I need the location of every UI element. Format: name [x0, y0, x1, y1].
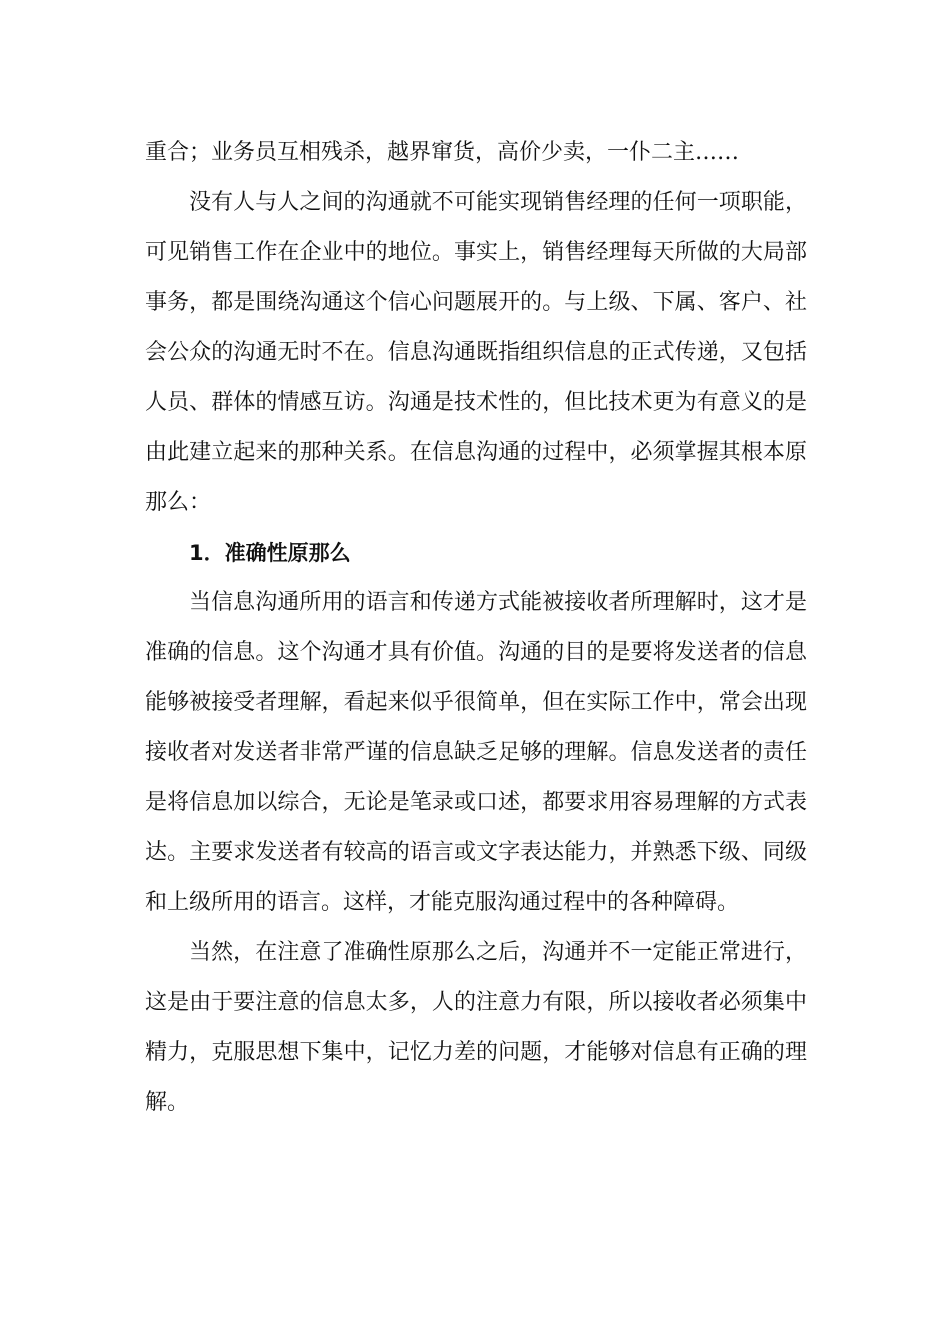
paragraph-attention-note: 当然，在注意了准确性原那么之后，沟通并不一定能正常进行，这是由于要注意的信息太多，人的注意力有限，所以接收者必须集中精力，克服思想下集中，记忆力差的问题，才能够对信息有正确的理解。	[145, 940, 807, 1115]
section-heading-accuracy-principle: 1．准确性原那么	[189, 541, 351, 565]
paragraph-accuracy-explanation: 当信息沟通所用的语言和传递方式能被接收者所理解时，这才是准确的信息。这个沟通才具有价值。沟通的目的是要将发送者的信息能够被接受者理解，看起来似乎很简单，但在实际工作中，常会出现接收者对发送者非常严谨的信息缺乏足够的理解。信息发送者的责任是将信息加以综合，无论是笔录或口述，都要求用容易理解的方式表达。主要求发送者有较高的语言或文字表达能力，并熟悉下级、同级和上级所用的语言。这样，才能克服沟通过程中的各种障碍。	[145, 590, 807, 915]
document-body	[145, 128, 807, 1128]
paragraph-continuation: 重合；业务员互相残杀，越界窜货，高价少卖，一仆二主……	[145, 140, 740, 165]
paragraph-communication-overview: 没有人与人之间的沟通就不可能实现销售经理的任何一项职能，可见销售工作在企业中的地位。事实上，销售经理每天所做的大局部事务，都是围绕沟通这个信心问题展开的。与上级、下属、客户、社会公众的沟通无时不在。信息沟通既指组织信息的正式传递，又包括人员、群体的情感互访。沟通是技术性的，但比技术更为有意义的是由此建立起来的那种关系。在信息沟通的过程中，必须掌握其根本原那么：	[145, 190, 807, 515]
